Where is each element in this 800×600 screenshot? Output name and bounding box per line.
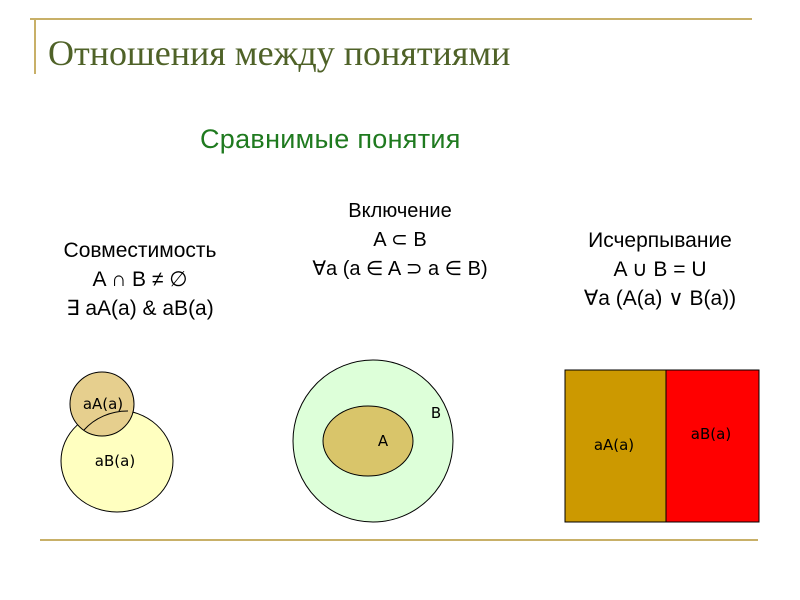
circle-b-label: aB(a) [94, 452, 136, 470]
slide-title: Отношения между понятиями [48, 33, 511, 73]
exhaustion-diagram [565, 370, 759, 522]
inclusion-heading: Включение [348, 200, 452, 222]
circle-a-label: aA(a) [82, 395, 124, 413]
inclusion-diagram [293, 360, 453, 522]
exhaustion-heading: Исчерпывание [588, 229, 732, 252]
exhaustion-formula-1: A ∪ B = U [613, 258, 707, 281]
rect-a-label: aA(a) [593, 436, 635, 454]
inclusion-formula-2: ∀a (a ∈ A ⊃ a ∈ B) [312, 258, 488, 280]
rect-b-label: aB(a) [690, 425, 732, 443]
inner-set-a-label: A [377, 432, 389, 450]
compatibility-formula-2: ∃ aA(a) & aB(a) [66, 297, 214, 320]
exhaustion-formula-2: ∀a (A(a) ∨ B(a)) [583, 287, 737, 310]
inner-set-a [323, 406, 413, 476]
inclusion-formula-1: A ⊂ B [373, 229, 427, 251]
slide-subtitle: Сравнимые понятия [200, 124, 461, 154]
compatibility-formula-1: A ∩ B ≠ ∅ [92, 268, 188, 291]
compatibility-heading: Совместимость [63, 239, 217, 262]
outer-set-b-label: B [430, 404, 442, 422]
rect-b [666, 370, 759, 522]
compatibility-diagram [61, 372, 173, 512]
